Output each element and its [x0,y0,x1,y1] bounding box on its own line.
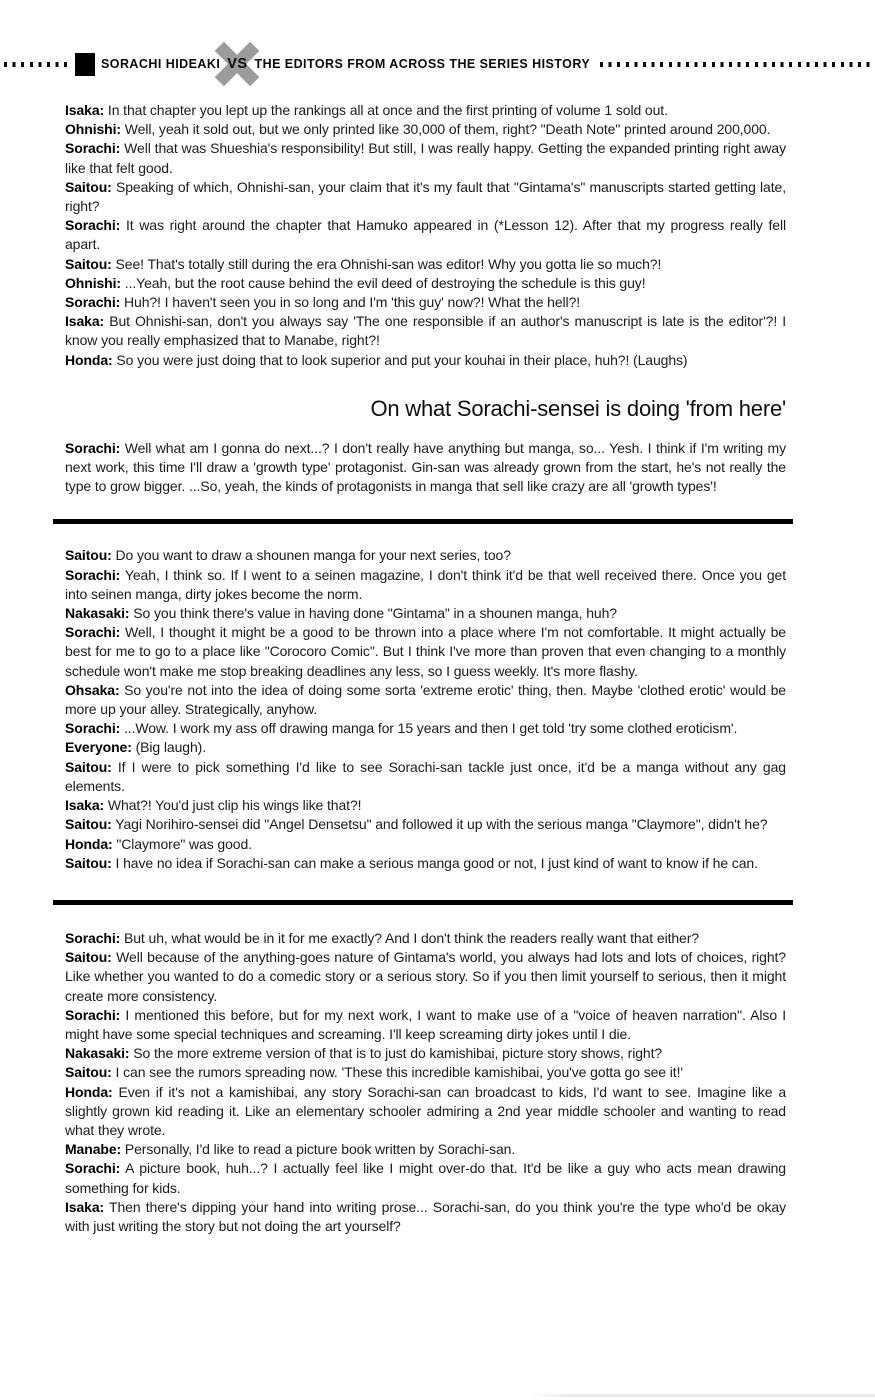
dialogue-line: Sorachi: Huh?! I haven't seen you in so long and I'm 'this guy' now?! What the hell?! [65,294,581,311]
dialogue-line: Isaka: In that chapter you lept up the rankings all at once and the first printing of volume 1 sold out. [65,102,668,118]
dialogue-line: Saitou: Speaking of which, Ohnishi-san, your claim that it's my fault that "Gintama's" manuscripts started getting late, right? [65,178,786,215]
dotted-rule-left [4,62,68,67]
page-header-title [101,56,590,72]
speaker-name: Honda: [65,351,113,368]
speaker-name: Honda: [65,1083,113,1100]
header-square-marker [75,53,95,76]
dialogue-block-opening [65,101,786,370]
speaker-name: Ohnishi: [65,274,121,291]
dialogue-line: Isaka: Then there's dipping your hand into writing prose... Sorachi-san, do you think you're the type who'd be okay with just writing the story but not doing the art yourself? [65,1198,786,1234]
speaker-name: Saitou: [65,949,112,966]
speaker-name: Sorachi: [65,140,121,157]
speaker-name: Isaka: [65,797,105,814]
speaker-name: Honda: [65,835,113,852]
dialogue-line: Saitou: I can see the rumors spreading now. 'These this incredible kamishibai, you've gotta go see it!' [65,1064,683,1081]
dialogue-line: Saitou: If I were to pick something I'd like to see Sorachi-san tackle just once, it'd be a manga without any gag elements. [65,758,786,794]
speaker-name: Sorachi: [65,1006,121,1023]
dialogue-line: Honda: Even if it's not a kamishibai, any story Sorachi-san can broadcast to kids, I'd want to see. Imagine like a slightly grown kid reading it. Like an elementary schooler admiring a 2nd year middle schooler and wanting to read what they wrote. [65,1083,786,1138]
section-divider [53,519,793,524]
dialogue-block-from-here [65,439,786,497]
dialogue-line: Nakasaki: So you think there's value in having done "Gintama" in a shounen manga, huh? [65,605,617,622]
speaker-name: Sorachi: [65,624,121,641]
dialogue-line: Sorachi: I mentioned this before, but for my next work, I want to make use of a "voice of heaven narration". Also I might have some special techniques and screaming. I'll keep screaming dirty jokes until I die. [65,1006,786,1042]
dialogue-line: Saitou: Yagi Norihiro-sensei did "Angel Densetsu" and followed it up with the serious manga "Claymore", didn't he? [65,816,768,833]
speaker-name: Saitou: [65,1064,112,1081]
speaker-name: Saitou: [65,816,112,833]
speaker-name: Nakasaki: [65,605,130,622]
interview-content [0,78,875,1236]
dialogue-line: Ohnishi: ...Yeah, but the root cause behind the evil deed of destroying the schedule is this guy! [65,274,646,291]
speaker-name: Isaka: [65,102,105,118]
section-divider [53,900,793,905]
dialogue-block-next-series [65,546,786,872]
dialogue-line: Nakasaki: So the more extreme version of that is to just do kamishibai, picture story shows, right? [65,1045,663,1062]
speaker-name: Saitou: [65,758,112,775]
header-title-left: SORACHI HIDEAKI [101,57,221,71]
dialogue-line: Sorachi: Well what am I gonna do next...? I don't really have anything but manga, so... Yesh. I think if I'm writing my next work, this time I'll draw a 'growth type' protagonist. Gin-san was already grown from the start, he's not really the type to grow bigger. ...So, yeah, the kinds of protagonists in manga that sell like crazy are all 'growth types'! [65,439,786,495]
dialogue-line: Sorachi: Yeah, I think so. If I went to a seinen magazine, I don't think it'd be that well received there. Once you get into seinen manga, dirty jokes become the norm. [65,566,786,602]
dialogue-line: Isaka: But Ohnishi-san, don't you always say 'The one responsible if an author's manuscript is late is the editor'?! I know you really emphasized that to Manabe, right?! [65,313,786,349]
vs-badge [224,56,250,72]
speaker-name: Everyone: [65,739,132,756]
speaker-name: Sorachi: [65,294,121,311]
dialogue-line: Everyone: (Big laugh). [65,739,206,756]
speaker-name: Isaka: [65,313,105,330]
speaker-name: Saitou: [65,255,112,272]
page-header [0,48,875,80]
speaker-name: Nakasaki: [65,1045,130,1062]
dialogue-line: Sorachi: It was right around the chapter that Hamuko appeared in (*Lesson 12). After that my progress really fell apart. [65,217,786,253]
speaker-name: Saitou: [65,547,112,564]
speaker-name: Saitou: [65,178,112,195]
speaker-name: Sorachi: [65,217,121,234]
speaker-name: Sorachi: [65,439,121,456]
dialogue-line: Isaka: What?! You'd just clip his wings like that?! [65,797,362,814]
dialogue-line: Manabe: Personally, I'd like to read a picture book written by Sorachi-san. [65,1141,516,1158]
speaker-name: Manabe: [65,1141,122,1158]
dialogue-line: Saitou: Well because of the anything-goes nature of Gintama's world, you always had lots and lots of choices, right? Like whether you wanted to do a comedic story or a serious story. So if you then limit yourself to serious, then it might create more consistency. [65,949,786,1004]
speaker-name: Sorachi: [65,566,121,583]
dialogue-line: Sorachi: A picture book, huh...? I actually feel like I might over-do that. It'd be like a guy who acts mean drawing something for kids. [65,1160,786,1196]
speaker-name: Saitou: [65,854,112,871]
dialogue-line: Ohsaka: So you're not into the idea of doing some sorta 'extreme erotic' thing, then. Maybe 'clothed erotic' would be more up your alley. Strategically, anyhow. [65,681,786,718]
dialogue-block-serious-manga [65,929,786,1236]
dialogue-line: Honda: "Claymore" was good. [65,835,252,852]
dialogue-line: Sorachi: But uh, what would be in it for me exactly? And I don't think the readers really want that either? [65,929,699,946]
dialogue-line: Sorachi: Well, I thought it might be a good to be thrown into a place where I'm not comfortable. It might actually be best for me to go to a place like "Corocoro Comic". But I think I've more than proven that even changing to a monthly schedule won't make me stop breaking deadlines any less, so I guess weekly. It's more flashy. [65,624,786,679]
dotted-rule-right [600,62,871,67]
dialogue-line: Ohnishi: Well, yeah it sold out, but we only printed like 30,000 of them, right? "Death Note" printed around 200,000. [65,121,771,138]
dialogue-line: Saitou: See! That's totally still during the era Ohnishi-san was editor! Why you gotta lie so much?! [65,255,662,272]
dialogue-line: Sorachi: Well that was Shueshia's responsibility! But still, I was really happy. Getting the expanded printing right away like that felt good. [65,140,786,176]
speaker-name: Sorachi: [65,1160,121,1177]
speaker-name: Sorachi: [65,720,121,737]
header-title-right: THE EDITORS FROM ACROSS THE SERIES HISTORY [254,57,591,71]
dialogue-line: Honda: So you were just doing that to look superior and put your kouhai in their place, huh?! (Laughs) [65,351,688,368]
next-page-element-edge [530,1394,875,1397]
dialogue-line: Sorachi: ...Wow. I work my ass off drawing manga for 15 years and then I get told 'try some clothed eroticism'. [65,720,738,737]
section-heading: On what Sorachi-sensei is doing 'from here' [370,395,786,421]
dialogue-line: Saitou: I have no idea if Sorachi-san can make a serious manga good or not, I just kind of want to know if he can. [65,854,758,871]
vs-label: VS [227,56,248,72]
speaker-name: Sorachi: [65,929,121,946]
dialogue-line: Saitou: Do you want to draw a shounen manga for your next series, too? [65,547,511,564]
speaker-name: Ohnishi: [65,121,121,138]
speaker-name: Isaka: [65,1198,105,1215]
speaker-name: Ohsaka: [65,681,120,698]
